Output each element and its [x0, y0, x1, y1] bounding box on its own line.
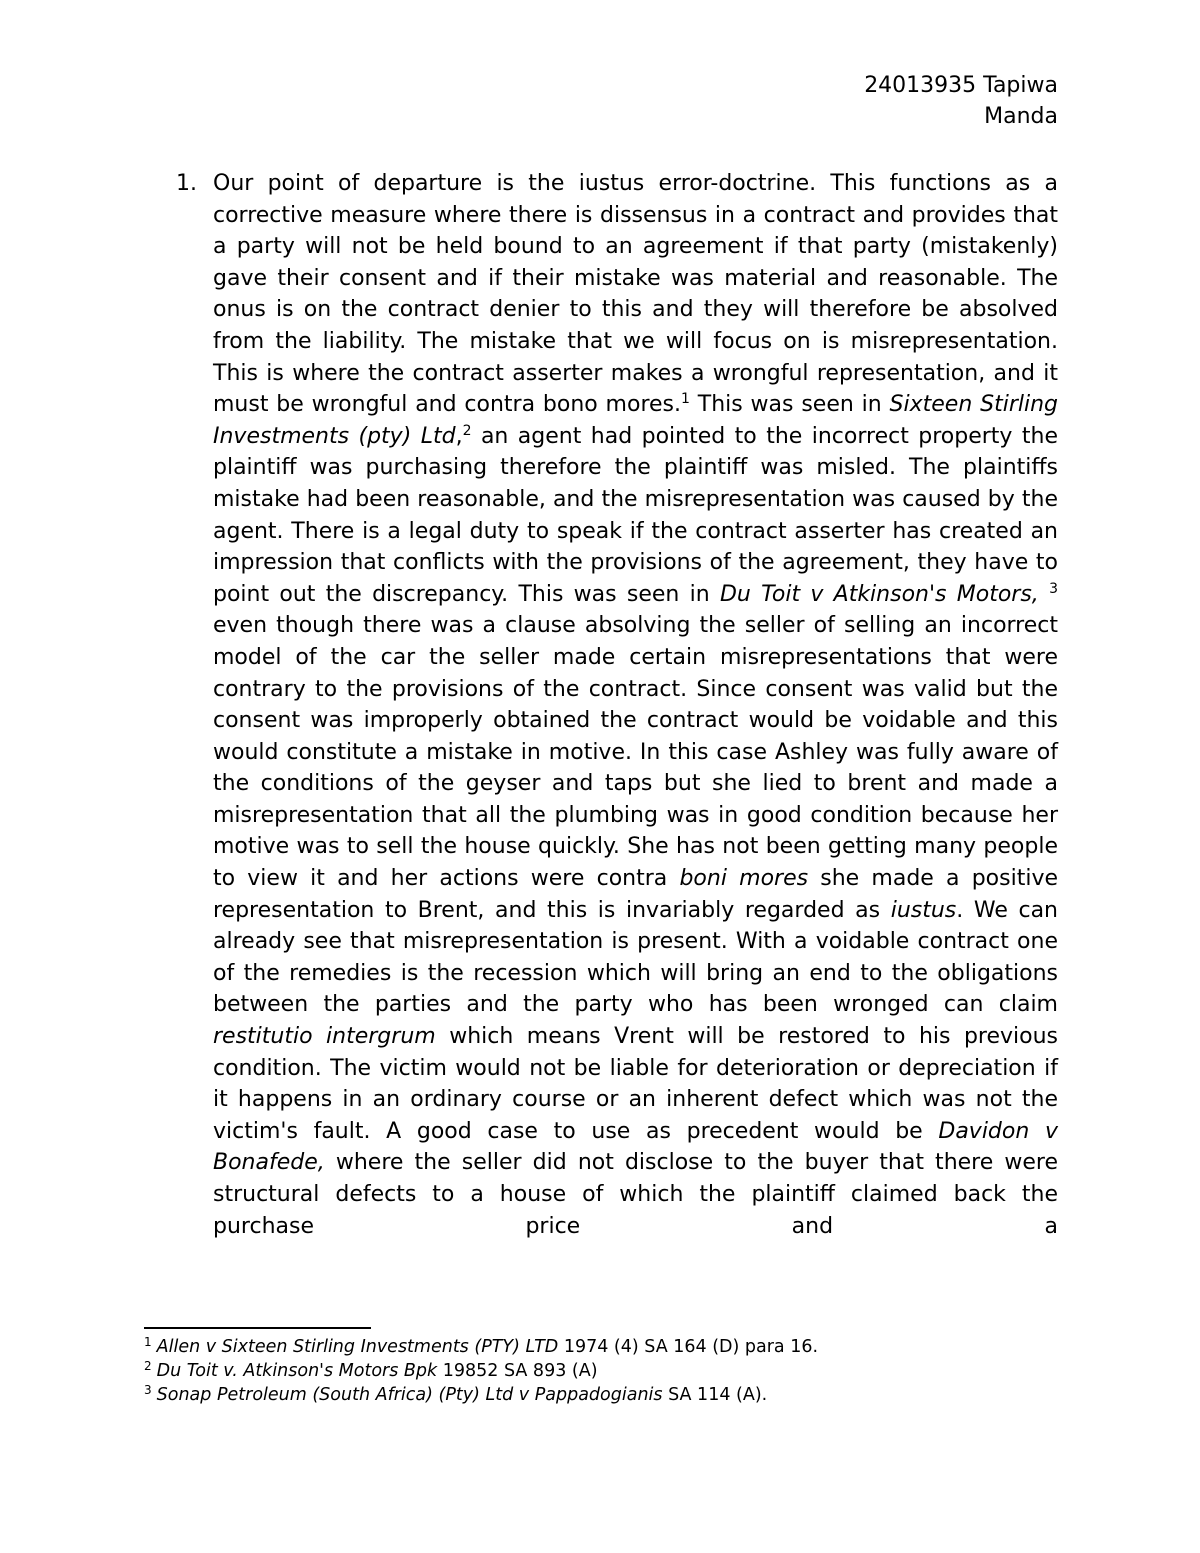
footnote-mark: 2 [144, 1359, 152, 1373]
footnote-reference: 2 [462, 422, 472, 439]
paragraph-text: Our point of departure is the iustus error-doctrine. This functions as a corrective measure where there is dissensus in a contract and provides that a party will not be held bound to an agreement if that party (mistakenly) gave their consent and if their mistake was material and reasonable. The onus is on the contract denier to this and they will therefore be absolved from the liability. The mistake that we will focus on is misrepresentation. This is where the contract asserter makes a wrongful representation, and it must be wrongful and contra bono mores. [213, 171, 1058, 418]
answer-paragraph [213, 168, 1058, 1242]
footnote-citation: 19852 SA 893 (A) [437, 1361, 598, 1381]
answer-list [166, 168, 1058, 1242]
latin-term: boni mores [679, 866, 809, 892]
list-item [166, 168, 1058, 1242]
footnote-citation: 1974 (4) SA 164 (D) para 16. [558, 1337, 819, 1357]
paragraph-text [1039, 582, 1049, 607]
footnote-case-name: Allen v Sixteen Stirling Investments (PTY) LTD [156, 1337, 559, 1357]
case-name: Du Toit v Atkinson's Motors, [719, 581, 1039, 607]
case-name: Sixteen Stirling Investments (pty) Ltd [213, 392, 1058, 449]
footnotes [144, 1335, 1074, 1407]
paragraph-text: which means Vrent will be restored to his previous condition. The victim would not be liable for deterioration or depreciation if it happens in an ordinary course or an inherent defect which was not the victim's fault. A good case to use as precedent would be [213, 1024, 1059, 1144]
footnote-separator [144, 1327, 371, 1329]
footnote-2 [144, 1359, 1074, 1383]
list-number: 1. [176, 171, 197, 196]
header-surname: Manda [984, 104, 1058, 129]
footnote-reference: 1 [681, 391, 690, 408]
footnote-3 [144, 1383, 1074, 1407]
paragraph-text: , [455, 423, 463, 449]
footnote-case-name: Du Toit v. Atkinson's Motors Bpk [156, 1361, 438, 1381]
latin-term: iustus [890, 897, 957, 923]
footnote-reference: 3 [1049, 580, 1058, 597]
footnote-case-name: Sonap Petroleum (South Africa) (Pty) Ltd v Pappadogianis [156, 1385, 663, 1405]
footnote-mark: 1 [144, 1335, 152, 1349]
paragraph-text: even though there was a clause absolving the seller of selling an incorrect model of the car the seller made certain misrepresentations that were contrary to the provisions of the contract. Since consent was valid but the consent was improperly obtained the contract would be voidable and this would constitute a mistake in motive. In this case Ashley was fully aware of the conditions of the geyser and taps but she lied to brent and made a misrepresentation that all the plumbing was in good condition because her motive was to sell the house quickly. She has not been getting many people to view it and her actions were contra [213, 613, 1058, 892]
footnote-citation: SA 114 (A). [662, 1385, 768, 1405]
paragraph-text: she made a positive representation to Brent, and this is invariably regarded as [213, 866, 1058, 923]
paragraph-text: . We can already see that misrepresentation is present. With a voidable contract one of the remedies is the recession which will bring an end to the obligations between the parties and the party who has been wronged can claim [213, 897, 1059, 1018]
latin-term: restitutio intergrum [213, 1024, 436, 1050]
page-header [798, 70, 1058, 132]
footnote-1 [144, 1335, 1074, 1359]
paragraph-text: an agent had pointed to the incorrect property the plaintiff was purchasing therefore the plaintiff was misled. The plaintiffs mistake had been reasonable, and the misrepresentation was caused by the agent. There is a legal duty to speak if the contract asserter has created an impression that conflicts with the provisions of the agreement, they have to point out the discrepancy. This was seen in [213, 423, 1058, 607]
case-name: Davidon v Bonafede, [213, 1118, 1058, 1176]
paragraph-text: This was seen in [689, 392, 890, 418]
paragraph-text: where the seller did not disclose to the buyer that there were structural defects to a house of which the plaintiff claimed back the purchase price and a [213, 1150, 1058, 1239]
footnote-mark: 3 [144, 1383, 152, 1397]
header-student-number-name: 24013935 Tapiwa [864, 73, 1058, 98]
